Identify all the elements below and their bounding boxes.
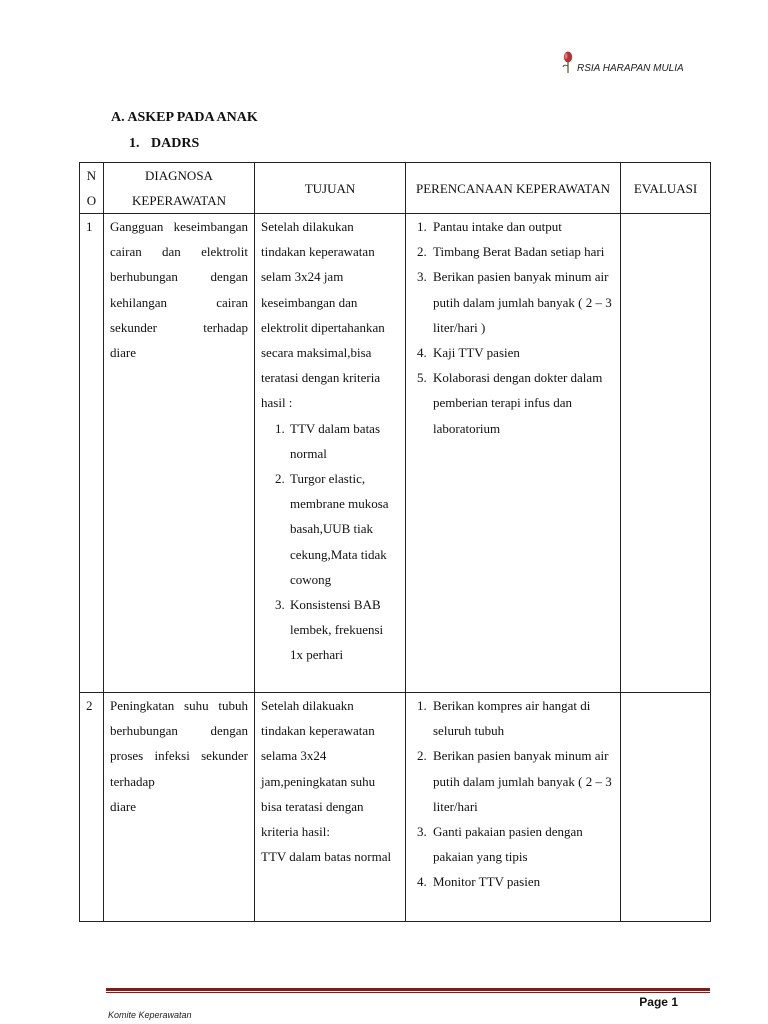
table-row bbox=[80, 214, 711, 693]
logo-text: RSIA HARAPAN MULIA bbox=[577, 63, 684, 74]
diagnosa-text: Gangguan keseimbangan cairan dan elektrolit berhubungan dengan kehilangan cairan sekunder terhadap bbox=[110, 219, 248, 335]
row-number: 1 bbox=[80, 214, 104, 693]
page-number: Page 1 bbox=[639, 995, 678, 1009]
row-number: 2 bbox=[80, 693, 104, 922]
diagnosa-text-end: diare bbox=[110, 798, 136, 814]
tujuan-text: Setelah dilakuakn tindakan keperawatan selama 3x24 jam,peningkatan suhu bisa teratasi dengan kriteria hasil: bbox=[261, 698, 376, 840]
tujuan-cell bbox=[255, 693, 406, 922]
header-diagnosa: DIAGNOSA KEPERAWATAN bbox=[104, 163, 255, 214]
sub-heading-title: DADRS bbox=[151, 136, 200, 151]
header-evaluasi: EVALUASI bbox=[621, 163, 711, 214]
tujuan-cell bbox=[255, 214, 406, 693]
list-item: 3. Berikan pasien banyak minum air putih dalam jumlah banyak ( 2 – 3 liter/hari ) bbox=[430, 264, 614, 340]
table-row bbox=[80, 693, 711, 922]
footer-rule-thin bbox=[106, 992, 710, 993]
list-item: 5. Kolaborasi dengan dokter dalam pemberian terapi infus dan laboratorium bbox=[430, 365, 614, 441]
perencanaan-list bbox=[412, 693, 614, 895]
header-no: N O bbox=[80, 163, 104, 214]
list-item: 3. Ganti pakaian pasien dengan pakaian yang tipis bbox=[430, 819, 614, 869]
header-logo bbox=[560, 50, 720, 76]
rose-logo-icon bbox=[560, 50, 576, 74]
diagnosa-cell bbox=[104, 214, 255, 693]
kriteria-list bbox=[261, 416, 399, 668]
section-title: A. ASKEP PADA ANAK bbox=[111, 110, 258, 125]
list-item: 4. Kaji TTV pasien bbox=[430, 340, 614, 365]
evaluasi-cell bbox=[621, 214, 711, 693]
header-perencanaan: PERENCANAAN KEPERAWATAN bbox=[406, 163, 621, 214]
footer-text: Komite Keperawatan bbox=[108, 1010, 192, 1020]
perencanaan-cell bbox=[406, 693, 621, 922]
perencanaan-list bbox=[412, 214, 614, 441]
diagnosa-text-end: diare bbox=[110, 345, 136, 361]
sub-heading-number: 1. bbox=[129, 136, 140, 151]
evaluasi-cell bbox=[621, 693, 711, 922]
tujuan-extra-text: TTV dalam batas normal bbox=[261, 849, 392, 865]
list-item: 2. Berikan pasien banyak minum air putih dalam jumlah banyak ( 2 – 3 liter/hari bbox=[430, 743, 614, 819]
tujuan-text: Setelah dilakukan tindakan keperawatan selam 3x24 jam keseimbangan dan elektrolit dipertahankan secara maksimal,bisa teratasi dengan kriteria hasil : bbox=[261, 219, 385, 411]
header-tujuan: TUJUAN bbox=[255, 163, 406, 214]
diagnosa-cell bbox=[104, 693, 255, 922]
footer-rule bbox=[106, 988, 710, 991]
list-item: 2. Timbang Berat Badan setiap hari bbox=[430, 239, 614, 264]
diagnosa-text: Peningkatan suhu tubuh berhubungan dengan proses infeksi sekunder terhadap bbox=[110, 698, 248, 789]
list-item: 1. TTV dalam batas normal bbox=[288, 416, 399, 466]
list-item: 4. Monitor TTV pasien bbox=[430, 869, 614, 894]
table-header-row bbox=[80, 163, 711, 214]
care-plan-table bbox=[79, 162, 711, 922]
list-item: 3. Konsistensi BAB lembek, frekuensi 1x perhari bbox=[288, 592, 399, 668]
list-item: 1. Pantau intake dan output bbox=[430, 214, 614, 239]
list-item: 2. Turgor elastic, membrane mukosa basah,UUB tiak cekung,Mata tidak cowong bbox=[288, 466, 399, 592]
sub-heading bbox=[129, 136, 199, 152]
perencanaan-cell bbox=[406, 214, 621, 693]
list-item: 1. Berikan kompres air hangat di seluruh tubuh bbox=[430, 693, 614, 743]
